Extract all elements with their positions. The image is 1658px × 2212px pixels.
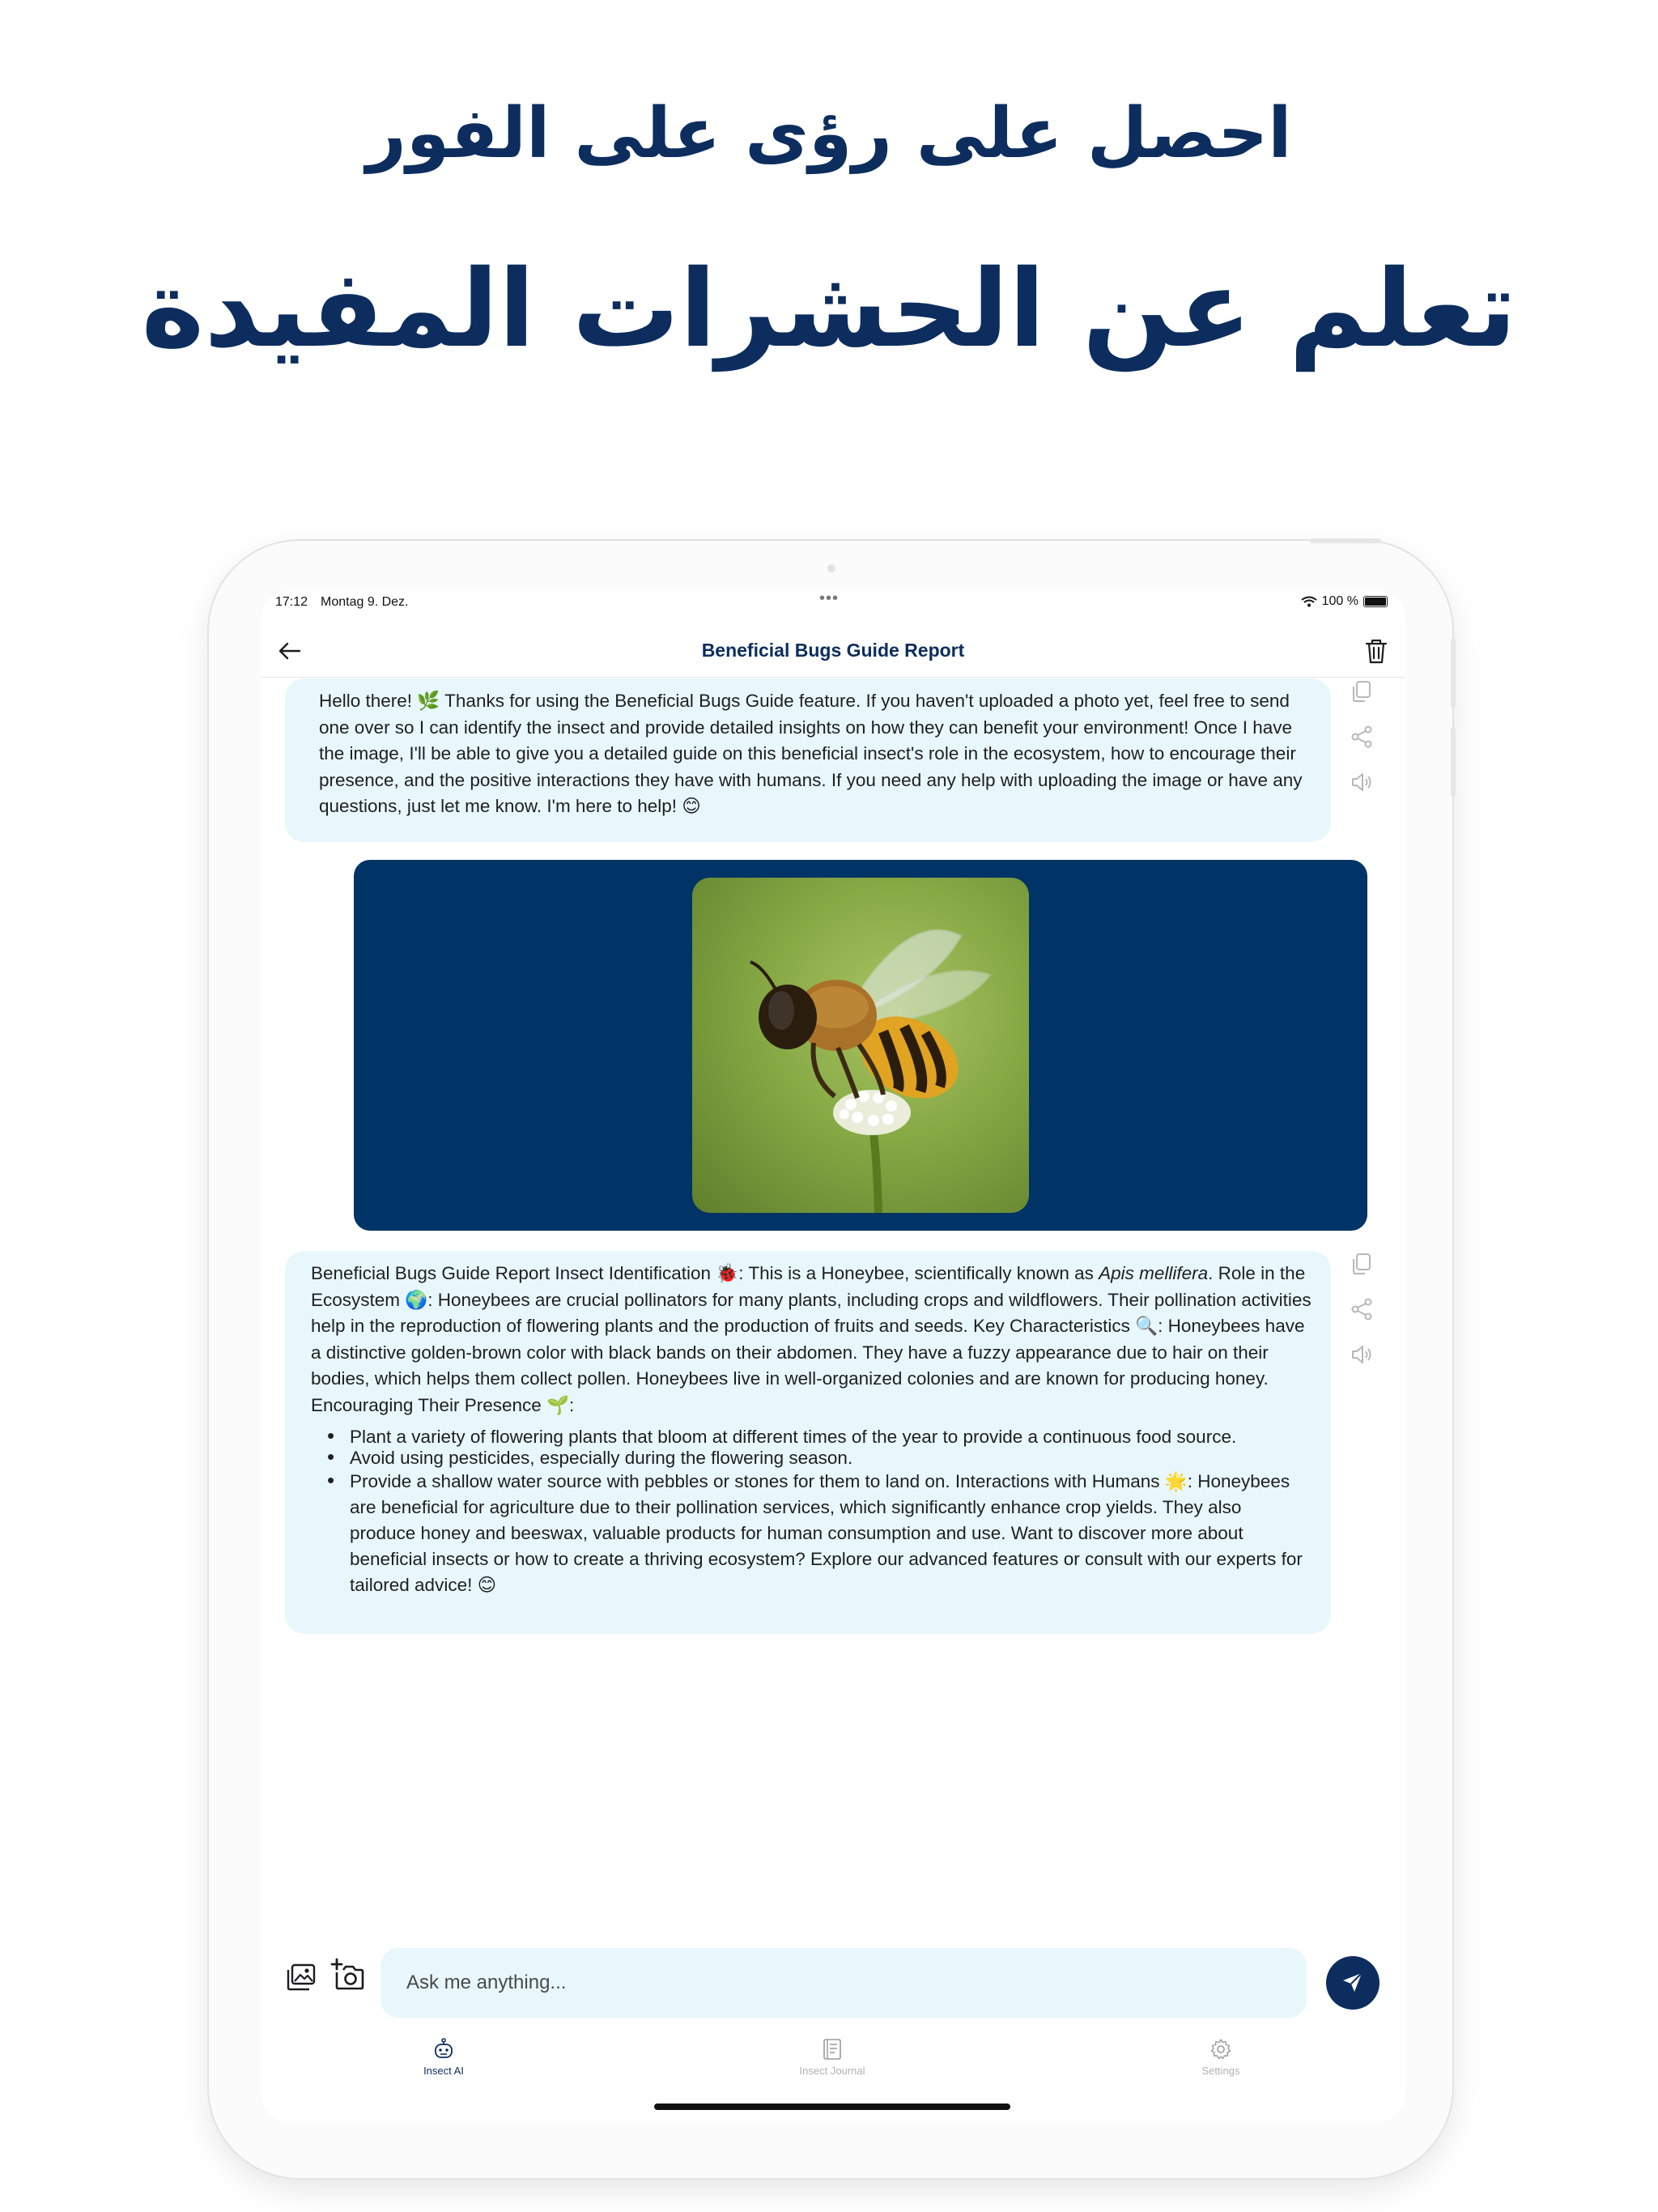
- list-item: • Plant a variety of flowering plants that bloom at different times of the year to provide a continuous food source.: [311, 1427, 1312, 1448]
- message-text: Hello there! 🌿 Thanks for using the Beneficial Bugs Guide feature. If you haven't uploaded a photo yet, feel free to send one over so I can identify the insect and provide detailed insights on how they can benefit your environment! Once I have the image, I'll be able to give you a detailed guide on this beneficial insect's role in the ecosystem, how to encourage their presence, and the positive interactions they have with humans. If you need any help with uploading the image or have any questions, just let me know. I'm here to help! 😊: [319, 691, 1303, 816]
- status-time: 17:12: [275, 595, 308, 609]
- message-actions: [1349, 1251, 1381, 1387]
- report-intro-text-continued: . Role in the Ecosystem 🌍: Honeybees are crucial pollinators for many plants, including crops and wildflowers. Their pollination activities help in the reproduction of flowering plants and the production of fruits and seeds. Key Characteristics 🔍: Honeybees have a distinctive golden-brown color with black bands on their abdomen. They have a fuzzy appearance due to hair on their bodies, which helps them collect pollen. Honeybees live in well-organized colonies and are known for producing honey. Encouraging Their Presence 🌱:: [311, 1263, 1312, 1415]
- status-right: [1301, 594, 1388, 609]
- copy-icon[interactable]: [1349, 678, 1375, 704]
- nav-bar: [261, 623, 1405, 678]
- share-icon[interactable]: [1349, 1296, 1375, 1322]
- battery-icon: [1363, 596, 1388, 607]
- tab-insect-journal[interactable]: [767, 2037, 897, 2077]
- copy-icon[interactable]: [1349, 1251, 1375, 1277]
- photo-gallery-icon[interactable]: [285, 1961, 317, 1993]
- list-item: • Provide a shallow water source with pebbles or stones for them to land on. Interactions with Humans 🌟: Honeybees are beneficial for agriculture due to their pollination services, which significantly enhance crop yields. They also produce honey and beeswax, valuable products for human consumption and use. Want to discover more about beneficial insects or how to create a thriving ecosystem? Explore our advanced features or consult with our experts for tailored advice! 😊: [311, 1469, 1312, 1598]
- report-intro-text: Beneficial Bugs Guide Report Insect Identification 🐞: This is a Honeybee, scientifically known as: [311, 1263, 1099, 1283]
- assistant-report-bubble: [285, 1251, 1331, 1634]
- journal-icon: [820, 2037, 844, 2061]
- home-indicator[interactable]: [654, 2104, 1010, 2110]
- tab-insect-ai[interactable]: [379, 2037, 508, 2077]
- status-date: Montag 9. Dez.: [321, 595, 409, 609]
- tablet-volume-down-button: [1451, 727, 1456, 797]
- uploaded-image-card: [354, 860, 1367, 1231]
- status-bar: [261, 591, 1405, 610]
- tablet-volume-up-button: [1451, 638, 1456, 708]
- report-intro: [311, 1261, 1312, 1419]
- report-bullet-list: [311, 1427, 1312, 1598]
- multitasking-dots-icon[interactable]: •••: [819, 591, 840, 607]
- marketing-headline-main: تعلم عن الحشرات المفيدة: [141, 247, 1517, 372]
- tab-label: Insect AI: [423, 2065, 464, 2077]
- assistant-message-bubble: [285, 678, 1331, 842]
- honeybee-photo[interactable]: [692, 878, 1029, 1213]
- marketing-headline-top: احصل على رؤى على الفور: [366, 93, 1292, 174]
- app-screen: [261, 591, 1405, 2121]
- send-button[interactable]: [1326, 1956, 1380, 2010]
- send-icon: [1339, 1969, 1367, 1997]
- page-title: Beneficial Bugs Guide Report: [701, 640, 965, 661]
- battery-percent: 100 %: [1321, 594, 1358, 608]
- gear-icon: [1209, 2037, 1233, 2061]
- tablet-top-button: [1310, 538, 1381, 543]
- wifi-icon: [1301, 596, 1317, 607]
- tab-label: Settings: [1201, 2065, 1240, 2077]
- chat-input[interactable]: [380, 1948, 1307, 2018]
- trash-icon[interactable]: [1362, 636, 1391, 666]
- message-composer: [261, 1942, 1405, 2023]
- tab-settings[interactable]: [1156, 2037, 1286, 2077]
- tab-bar: [261, 2037, 1405, 2095]
- speaker-icon[interactable]: [1349, 769, 1375, 795]
- list-item: • Avoid using pesticides, especially during the flowering season.: [311, 1448, 1312, 1469]
- robot-icon: [432, 2037, 456, 2061]
- share-icon[interactable]: [1349, 724, 1375, 750]
- front-camera: [827, 564, 835, 572]
- add-photo-camera-icon[interactable]: [330, 1958, 364, 1992]
- scientific-name: Apis mellifera: [1099, 1263, 1209, 1283]
- tab-label: Insect Journal: [799, 2065, 865, 2077]
- speaker-icon[interactable]: [1349, 1342, 1375, 1368]
- message-actions: [1349, 678, 1381, 815]
